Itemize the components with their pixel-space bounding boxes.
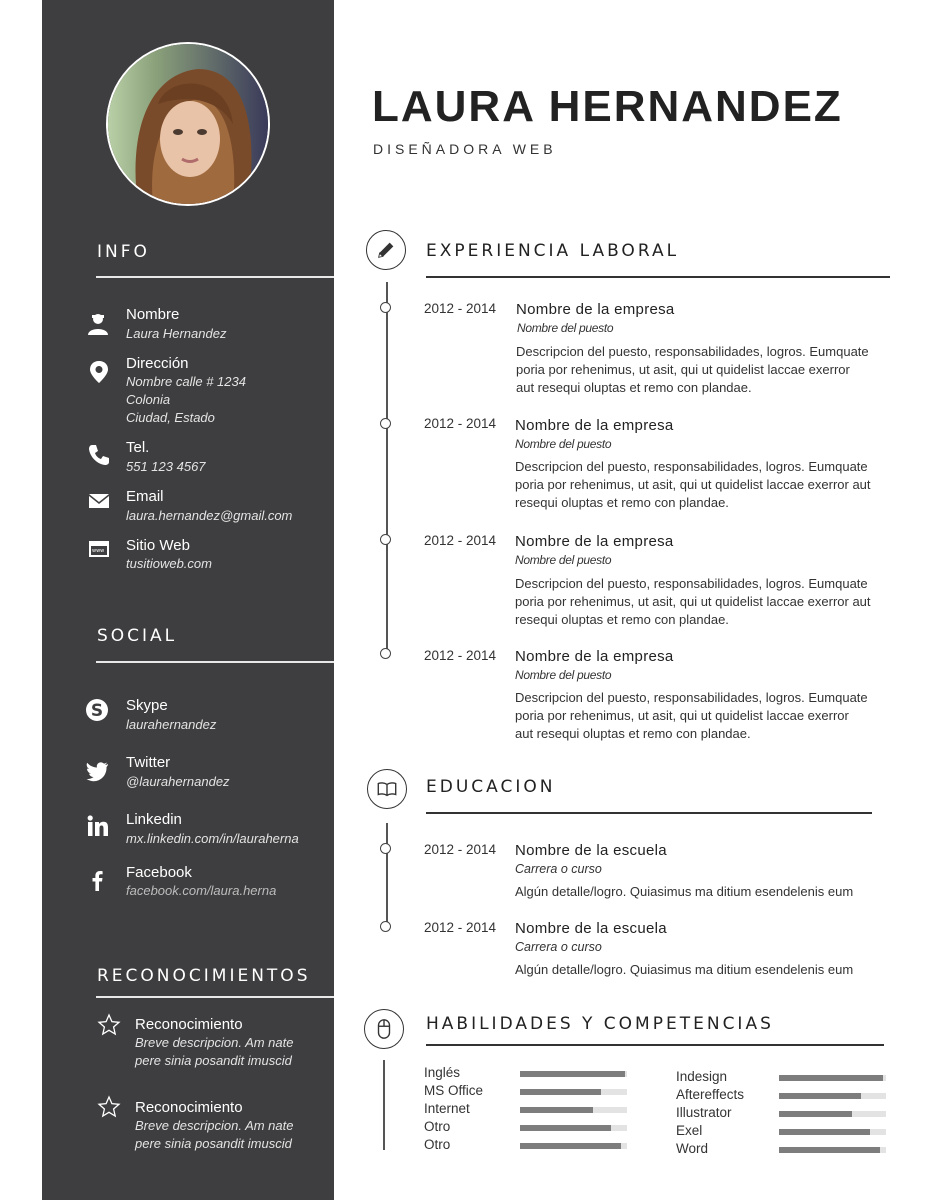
skill-name: Inglés [424, 1065, 461, 1080]
skill-name: Indesign [676, 1069, 728, 1084]
skill-bar [779, 1111, 886, 1117]
info-value-address-city: Ciudad, Estado [126, 410, 215, 425]
info-label-email: Email [126, 488, 164, 505]
skill-name: Otro [424, 1119, 451, 1134]
timeline-dot [380, 302, 391, 313]
skills-timeline [383, 1060, 385, 1150]
social-value-facebook[interactable]: facebook.com/laura.herna [126, 883, 277, 898]
experience-desc-1 [516, 343, 888, 397]
skill-name: Illustrator [676, 1105, 732, 1120]
experience-desc-1-line3: aut resequi oluptas et remo con plandae. [516, 380, 752, 395]
skill-bar [520, 1107, 627, 1113]
education-heading: EDUCACION [426, 777, 556, 797]
experience-desc-3-line3: resequi oluptas et remo con plandae. [515, 612, 729, 627]
experience-desc-4-line2: poria por rehenimus, ut asit, qui ut quidelist laccae exerror [515, 708, 849, 723]
experience-years-1: 2012 - 2014 [424, 301, 497, 316]
skill-bar-fill [779, 1075, 883, 1081]
job-title: DISEÑADORA WEB [373, 141, 557, 157]
envelope-icon [86, 488, 112, 514]
experience-desc-4 [515, 689, 887, 743]
experience-timeline [386, 282, 388, 654]
education-school-2: Nombre de la escuela [515, 920, 667, 937]
awards-divider [96, 996, 334, 998]
skill-bar-fill [779, 1111, 852, 1117]
social-value-twitter[interactable]: @laurahernandez [126, 774, 230, 789]
info-label-address: Dirección [126, 355, 189, 372]
award-desc-1-line2: pere sinia posandit imuscid [135, 1053, 292, 1068]
skill-name: MS Office [424, 1083, 484, 1098]
skill-bar [779, 1129, 886, 1135]
twitter-icon [84, 758, 110, 784]
skill-name: Otro [424, 1137, 451, 1152]
info-label-phone: Tel. [126, 439, 150, 456]
linkedin-icon [85, 813, 111, 839]
social-divider [96, 661, 334, 663]
experience-desc-4-line1: Descripcion del puesto, responsabilidades, logros. Eumquate [515, 690, 868, 705]
info-value-website[interactable]: tusitioweb.com [126, 556, 212, 571]
website-icon [86, 537, 112, 563]
experience-years-3: 2012 - 2014 [424, 533, 497, 548]
experience-desc-2-line2: poria por rehenimus, ut asit, qui ut quidelist laccae exerror aut [515, 477, 871, 492]
skill-name: Aftereffects [676, 1087, 745, 1102]
info-value-phone: 551 123 4567 [126, 459, 206, 474]
skill-bar [520, 1071, 627, 1077]
social-label-linkedin: Linkedin [126, 811, 182, 828]
star-icon [96, 1094, 122, 1120]
info-value-address-street: Nombre calle # 1234 [126, 374, 246, 389]
education-course-1: Carrera o curso [515, 862, 602, 876]
skill-name: Internet [424, 1101, 470, 1116]
education-course-2: Carrera o curso [515, 940, 602, 954]
mouse-icon [364, 1009, 404, 1049]
timeline-dot [380, 534, 391, 545]
pencil-icon [366, 230, 406, 270]
skill-bar-fill [520, 1089, 601, 1095]
svg-text:S: S [90, 701, 104, 721]
education-school-1: Nombre de la escuela [515, 842, 667, 859]
social-value-linkedin[interactable]: mx.linkedin.com/in/lauraherna [126, 831, 299, 846]
timeline-dot [380, 648, 391, 659]
experience-position-1: Nombre del puesto [517, 321, 614, 335]
award-desc-2-line1: Breve descripcion. Am nate [135, 1118, 294, 1133]
experience-desc-3 [515, 575, 887, 629]
award-desc-2-line2: pere sinia posandit imuscid [135, 1136, 292, 1151]
skill-bar-fill [520, 1107, 593, 1113]
skill-bar-fill [520, 1143, 621, 1149]
education-detail-1: Algún detalle/logro. Quiasimus ma ditium esendelenis eum [515, 884, 854, 899]
skill-name: Exel [676, 1123, 703, 1138]
social-value-skype[interactable]: laurahernandez [126, 717, 217, 732]
skills-divider [426, 1044, 884, 1046]
experience-company-2: Nombre de la empresa [515, 417, 674, 434]
location-pin-icon [86, 359, 112, 385]
experience-years-2: 2012 - 2014 [424, 416, 497, 431]
social-heading: SOCIAL [97, 626, 178, 646]
experience-position-2: Nombre del puesto [515, 437, 612, 451]
education-years-1: 2012 - 2014 [424, 842, 497, 857]
skill-name: Word [676, 1141, 709, 1156]
experience-desc-1-line1: Descripcion del puesto, responsabilidades, logros. Eumquate [516, 344, 869, 359]
info-label-website: Sitio Web [126, 537, 190, 554]
timeline-dot [380, 843, 391, 854]
info-label-name: Nombre [126, 306, 180, 323]
book-icon [367, 769, 407, 809]
experience-desc-2-line3: resequi oluptas et remo con plandae. [515, 495, 729, 510]
skill-bar-fill [520, 1071, 625, 1077]
award-desc-1-line1: Breve descripcion. Am nate [135, 1035, 294, 1050]
info-divider [96, 276, 334, 278]
education-detail-2: Algún detalle/logro. Quiasimus ma ditium esendelenis eum [515, 962, 854, 977]
person-name: LAURA HERNANDEZ [372, 82, 843, 131]
experience-desc-2 [515, 458, 887, 512]
skill-bar [779, 1093, 886, 1099]
experience-desc-2-line1: Descripcion del puesto, responsabilidades, logros. Eumquate [515, 459, 868, 474]
experience-company-4: Nombre de la empresa [515, 648, 674, 665]
experience-desc-3-line1: Descripcion del puesto, responsabilidades, logros. Eumquate [515, 576, 868, 591]
person-icon [85, 311, 111, 337]
experience-position-3: Nombre del puesto [515, 553, 612, 567]
skill-bar [779, 1147, 886, 1153]
phone-icon [86, 442, 112, 468]
skill-bar [779, 1075, 886, 1081]
skill-bar-fill [779, 1129, 870, 1135]
education-years-2: 2012 - 2014 [424, 920, 497, 935]
skill-bar [520, 1089, 627, 1095]
skype-icon [84, 697, 110, 723]
experience-company-3: Nombre de la empresa [515, 533, 674, 550]
social-label-facebook: Facebook [126, 864, 192, 881]
info-value-name: Laura Hernandez [126, 326, 227, 341]
timeline-dot [380, 418, 391, 429]
social-label-twitter: Twitter [126, 754, 171, 771]
info-value-address-colonia: Colonia [126, 392, 171, 407]
experience-divider [426, 276, 890, 278]
education-timeline [386, 823, 388, 927]
timeline-dot [380, 921, 391, 932]
experience-heading: EXPERIENCIA LABORAL [426, 241, 680, 261]
skill-bar [520, 1125, 627, 1131]
social-label-skype: Skype [126, 697, 168, 714]
skills-heading: HABILIDADES Y COMPETENCIAS [426, 1014, 774, 1034]
skill-bar-fill [520, 1125, 611, 1131]
skill-bar-fill [779, 1147, 880, 1153]
profile-photo [106, 42, 270, 206]
award-title-1: Reconocimiento [135, 1016, 243, 1033]
star-icon [96, 1012, 122, 1038]
facebook-icon [84, 867, 110, 893]
experience-desc-1-line2: poria por rehenimus, ut asit, qui ut quidelist laccae exerror [516, 362, 850, 377]
experience-years-4: 2012 - 2014 [424, 648, 497, 663]
award-title-2: Reconocimiento [135, 1099, 243, 1116]
skill-bar [520, 1143, 627, 1149]
svg-text:www: www [92, 548, 105, 554]
experience-desc-4-line3: aut resequi oluptas et remo con plandae. [515, 726, 751, 741]
education-divider [426, 812, 872, 814]
info-value-email[interactable]: laura.hernandez@gmail.com [126, 508, 293, 523]
experience-position-4: Nombre del puesto [515, 668, 612, 682]
info-heading: INFO [97, 242, 150, 262]
experience-company-1: Nombre de la empresa [516, 301, 675, 318]
skill-bar-fill [779, 1093, 861, 1099]
experience-desc-3-line2: poria por rehenimus, ut asit, qui ut quidelist laccae exerror aut [515, 594, 871, 609]
awards-heading: RECONOCIMIENTOS [97, 966, 311, 986]
